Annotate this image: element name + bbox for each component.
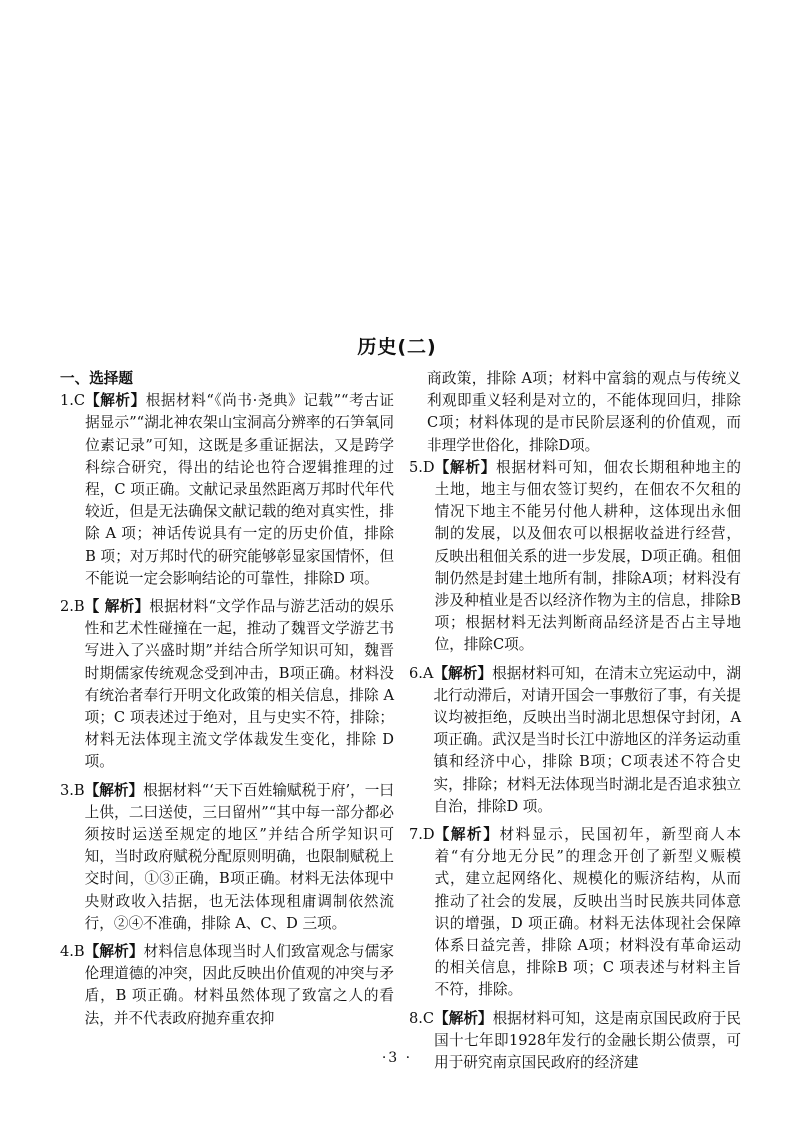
question-item-5 bbox=[409, 457, 741, 657]
item-body bbox=[433, 663, 741, 818]
question-item-4 bbox=[60, 941, 394, 1030]
item-body bbox=[435, 824, 741, 1002]
item-text: 根据材料“文学作品与游艺活动的娱乐性和艺术性碰撞在一起，推动了魏晋文学游艺书写进入了兴盛时期”并结合所学知识可知，魏晋时期儒家传统观念受到冲击，B项正确。材料没有统治者奉行开明文化政策的相关信息，排除 A 项；C 项表述过于绝对，且与史实不符，排除；材料无法体现主流文学体裁发生变化，排除 D项。 bbox=[84, 598, 394, 771]
item-number: 2.B bbox=[60, 598, 85, 616]
item-body bbox=[85, 780, 394, 935]
analysis-tag: 【解析】 bbox=[434, 826, 500, 844]
item-text: 根据材料“《尚书·尧典》记载”“考古证据显示”“湖北神农架山宝洞高分辨率的石笋氧同位素记录”可知，这既是多重证据法，又是跨学科综合研究，得出的结论也符合逻辑推理的过程，C 项正确。文献记录虽然距离万邦时代年代较近，但是无法确保文献记载的绝对真实性，排除 A 项；神话传说具有一定的历史价值，排除 B 项；对万邦时代的研究能够彰显家国情怀，但不能说一定会影响结论的可靠性，排除D 项。 bbox=[85, 392, 394, 587]
analysis-tag: 【解析】 bbox=[85, 392, 146, 410]
right-column bbox=[409, 368, 741, 1080]
item-body bbox=[85, 596, 394, 774]
analysis-tag: 【解析】 bbox=[434, 458, 497, 476]
question-item-3 bbox=[60, 780, 394, 935]
page-title: 历史(二) bbox=[357, 336, 437, 358]
item-body bbox=[85, 941, 394, 1030]
page-number: ·3 · bbox=[381, 1050, 413, 1066]
question-item-6 bbox=[409, 663, 741, 818]
section-heading: 一、选择题 bbox=[60, 370, 133, 387]
item-text: 根据材料可知，佃农长期租种地主的土地，地主与佃农签订契约，在佃农不欠租的情况下地主不能另付他人耕种，这体现出永佃制的发展，以及佃农可以根据收益进行经营，反映出租佃关系的进一步发展，D项正确。租佃制仍然是封建土地所有制，排除A项；材料没有涉及种植业是否以经济作物为主的信息，排除B 项；根据材料无法判断商品经济是否占主导地位，排除C项。 bbox=[434, 458, 741, 654]
item-4-continuation: 商政策，排除 A项；材料中富翁的观点与传统义利观即重义轻利是对立的，不能体现回归，排除 C项；材料体现的是市民阶层逐利的价值观，而非理学世俗化，排除D项。 bbox=[427, 370, 741, 454]
analysis-tag: 【解析】 bbox=[433, 664, 493, 682]
item-text: 材料显示，民国初年，新型商人本着“有分地无分民”的理念开创了新型义赈模式，建立起网络化、规模化的赈济结构，从而推动了社会的发展，反映出当时民族共同体意识的增强，D 项正确。材料无法体现社会保障体系日益完善，排除 A项；材料没有革命运动的相关信息，排除B 项；C 项表述与材料主旨不符，排除。 bbox=[434, 826, 741, 999]
question-item-7 bbox=[409, 824, 741, 1002]
item-text: 根据材料可知，这是南京国民政府于民国十七年即1928年发行的金融长期公债票，可用于研究南京国民政府的经济建 bbox=[434, 1009, 741, 1072]
item-number: 8.C bbox=[409, 1009, 435, 1027]
item-number: 6.A bbox=[409, 664, 434, 682]
item-number: 7.D bbox=[409, 826, 435, 844]
item-body bbox=[435, 457, 741, 657]
item-text: 根据材料“‘天下百姓输赋税于府’，一曰上供，二曰送使，三曰留州”“其中每一部分都必须按时运送至规定的地区”并结合所学知识可知，当时政府赋税分配原则明确，也限制赋税上交时间，①③正确，B项正确。材料无法体现中央财政收入拮据，也无法体现租庸调制依然流行，②④不准确，排除 A、C、D 三项。 bbox=[84, 781, 394, 932]
item-text: 材料信息体现当时人们致富观念与儒家伦理道德的冲突，因此反映出价值观的冲突与矛盾，B 项正确。材料虽然体现了致富之人的看法，并不代表政府抛弃重农抑 bbox=[84, 943, 394, 1027]
analysis-tag: 【解析】 bbox=[434, 1009, 493, 1027]
left-column bbox=[60, 368, 394, 1036]
item-number: 1.C bbox=[60, 392, 86, 410]
question-item-2 bbox=[60, 596, 394, 774]
item-number: 5.D bbox=[409, 458, 435, 476]
item-body bbox=[85, 390, 394, 590]
item-number: 4.B bbox=[60, 943, 85, 961]
item-number: 3.B bbox=[60, 781, 85, 799]
item-text: 根据材料可知，在清末立宪运动中，湖北行动滞后，对请开国会一事敷衍了事，有关提议均被拒绝，反映出当时湖北思想保守封闭，A 项正确。武汉是当时长江中游地区的洋务运动重镇和经济中心，排除 B项；C项表述不符合史实，排除；材料无法体现当时湖北是否追求独立自治，排除D 项。 bbox=[433, 664, 741, 815]
analysis-tag: 【解析】 bbox=[84, 781, 144, 799]
analysis-tag: 【 解析】 bbox=[84, 598, 150, 616]
analysis-tag: 【解析】 bbox=[84, 943, 144, 961]
question-item-1 bbox=[60, 390, 394, 590]
